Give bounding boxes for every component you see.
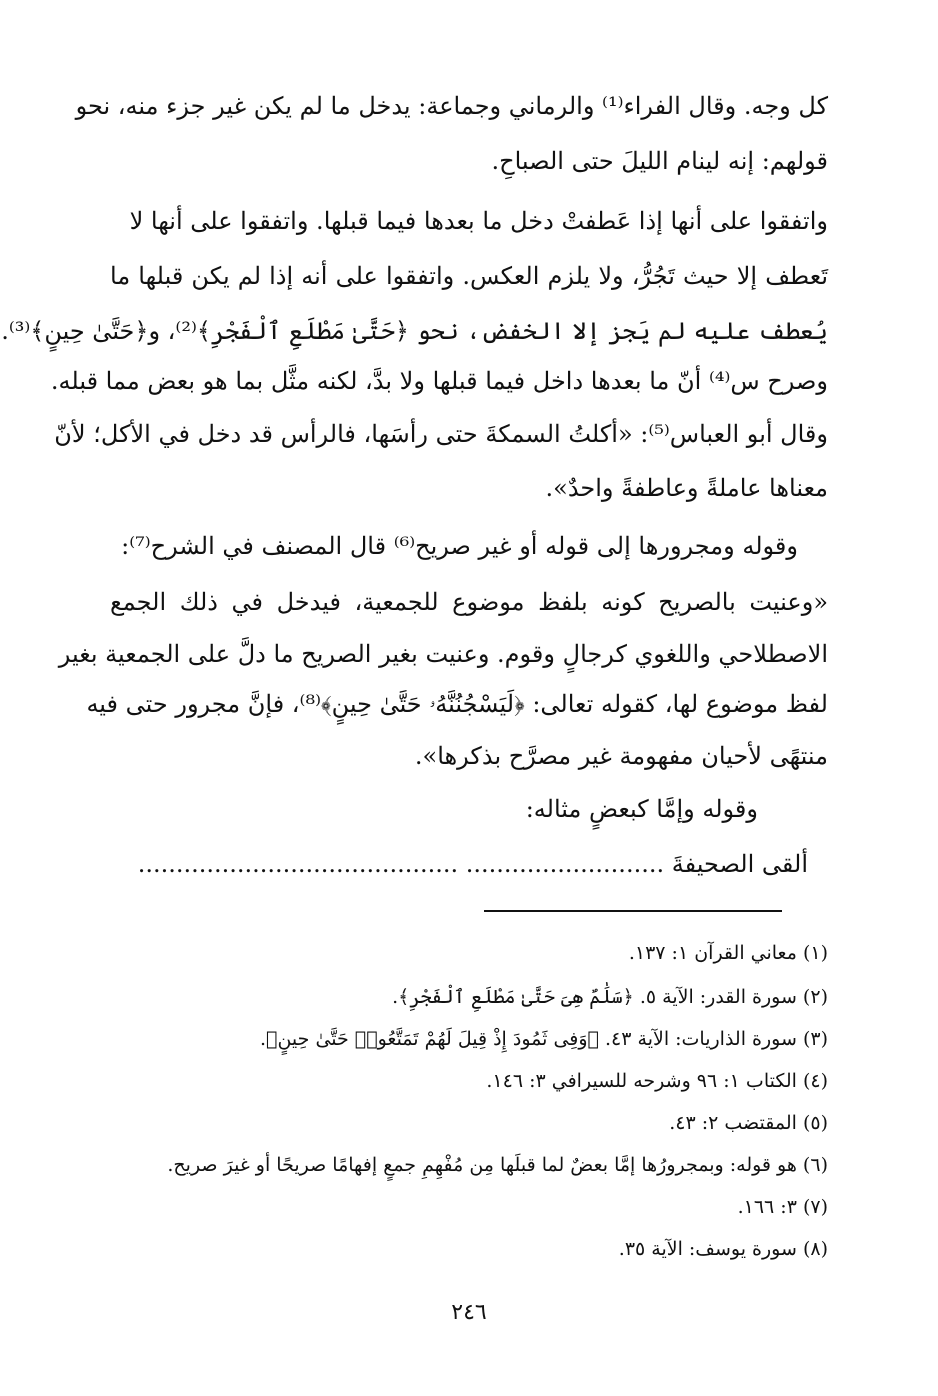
body-line-8: معناها عاملةً وعاطفةً واحدٌ». [545,474,828,502]
body-line-12: لفظ موضوع لها، كقوله تعالى: ﴿لَيَسْجُنُنَّهُۥ حَتَّىٰ حِينٍ﴾⁽⁸⁾، فإنَّ مجرور حتى فيه [86,690,828,718]
footnote-6: (٦) هو قوله: وبمجرورُها إمَّا بعضٌ لما قبلَها مِن مُفْهِمِ جمعٍ إفهامًا صريحًا أو غيرَ صريح. [167,1154,828,1176]
body-line-7: وقال أبو العباس⁽⁵⁾: «أكلتُ السمكةَ حتى رأسَها، فالرأس قد دخل في الأكل؛ لأنّ [54,420,828,448]
body-line-3: واتفقوا على أنها إذا عَطفتْ دخل ما بعدها فيما قبلها. واتفقوا على أنها لا [129,207,828,235]
footnote-separator [484,910,782,912]
footnote-8: (٨) سورة يوسف: الآية ٣٥. [618,1238,828,1260]
footnote-2: (٢) سورة القدر: الآية ٥. ﴿سَلَٰمٌ هِىَ حَتَّىٰ مَطْلَعِ ٱلْفَجْرِ﴾. [392,986,828,1008]
body-line-10: «وعنيت بالصريح كونه بلفظ موضوع للجمعية، فيدخل في ذلك الجمع [110,588,828,616]
body-line-1: كل وجه. وقال الفراء⁽¹⁾ والرماني وجماعة: يدخل ما لم يكن غير جزء منه، نحو [75,92,828,120]
footnote-5: (٥) المقتضب ٢: ٤٣. [669,1112,828,1134]
body-line-11: الاصطلاحي واللغوي كرجالٍ وقوم. وعنيت بغير الصريح ما دلَّ على الجمعية بغير [58,640,828,668]
footnote-4: (٤) الكتاب ١: ٩٦ وشرحه للسيرافي ٣: ١٤٦. [486,1070,828,1092]
body-line-13: منتهًى لأحيان مفهومة غير مصرَّح بذكرها». [414,742,828,770]
body-line-5: يُعطف عليه لم يَجز إلا الخفض، نحو ﴿حَتَّىٰ مَطْلَعِ ٱلْفَجْرِ﴾⁽²⁾، و﴿حَتَّىٰ حِينٍ﴾⁽³⁾. [1,317,828,345]
footnote-1: (١) معاني القرآن ١: ١٣٧. [628,942,828,964]
body-line-15: ألقى الصحيفةَ .......................... .......................................... [137,850,808,878]
footnote-3: (٣) سورة الذاريات: الآية ٤٣. ﴿وَفِى ثَمُودَ إِذْ قِيلَ لَهُمْ تَمَتَّعُوا۟ حَتَّىٰ حِينٍ﴾. [260,1028,828,1050]
body-line-9: وقوله ومجرورها إلى قوله أو غير صريح⁽⁶⁾ قال المصنف في الشرح⁽⁷⁾: [121,532,798,560]
body-line-2: قولهم: إنه لينام الليلَ حتى الصباحِ. [491,147,828,175]
footnote-7: (٧) ٣: ١٦٦. [737,1196,828,1218]
body-line-6: وصرح س⁽⁴⁾ أنّ ما بعدها داخل فيما قبلها ولا بدَّ، لكنه مثَّل بما هو بعض مما قبله. [50,367,828,395]
body-line-4: تَعطف إلا حيث تَجُرُّ، ولا يلزم العكس. واتفقوا على أنه إذا لم يكن قبلها ما [110,262,829,290]
body-line-14: وقوله وإمَّا كبعضٍ مثاله: [525,795,758,823]
page-number: ٢٤٦ [451,1300,487,1325]
